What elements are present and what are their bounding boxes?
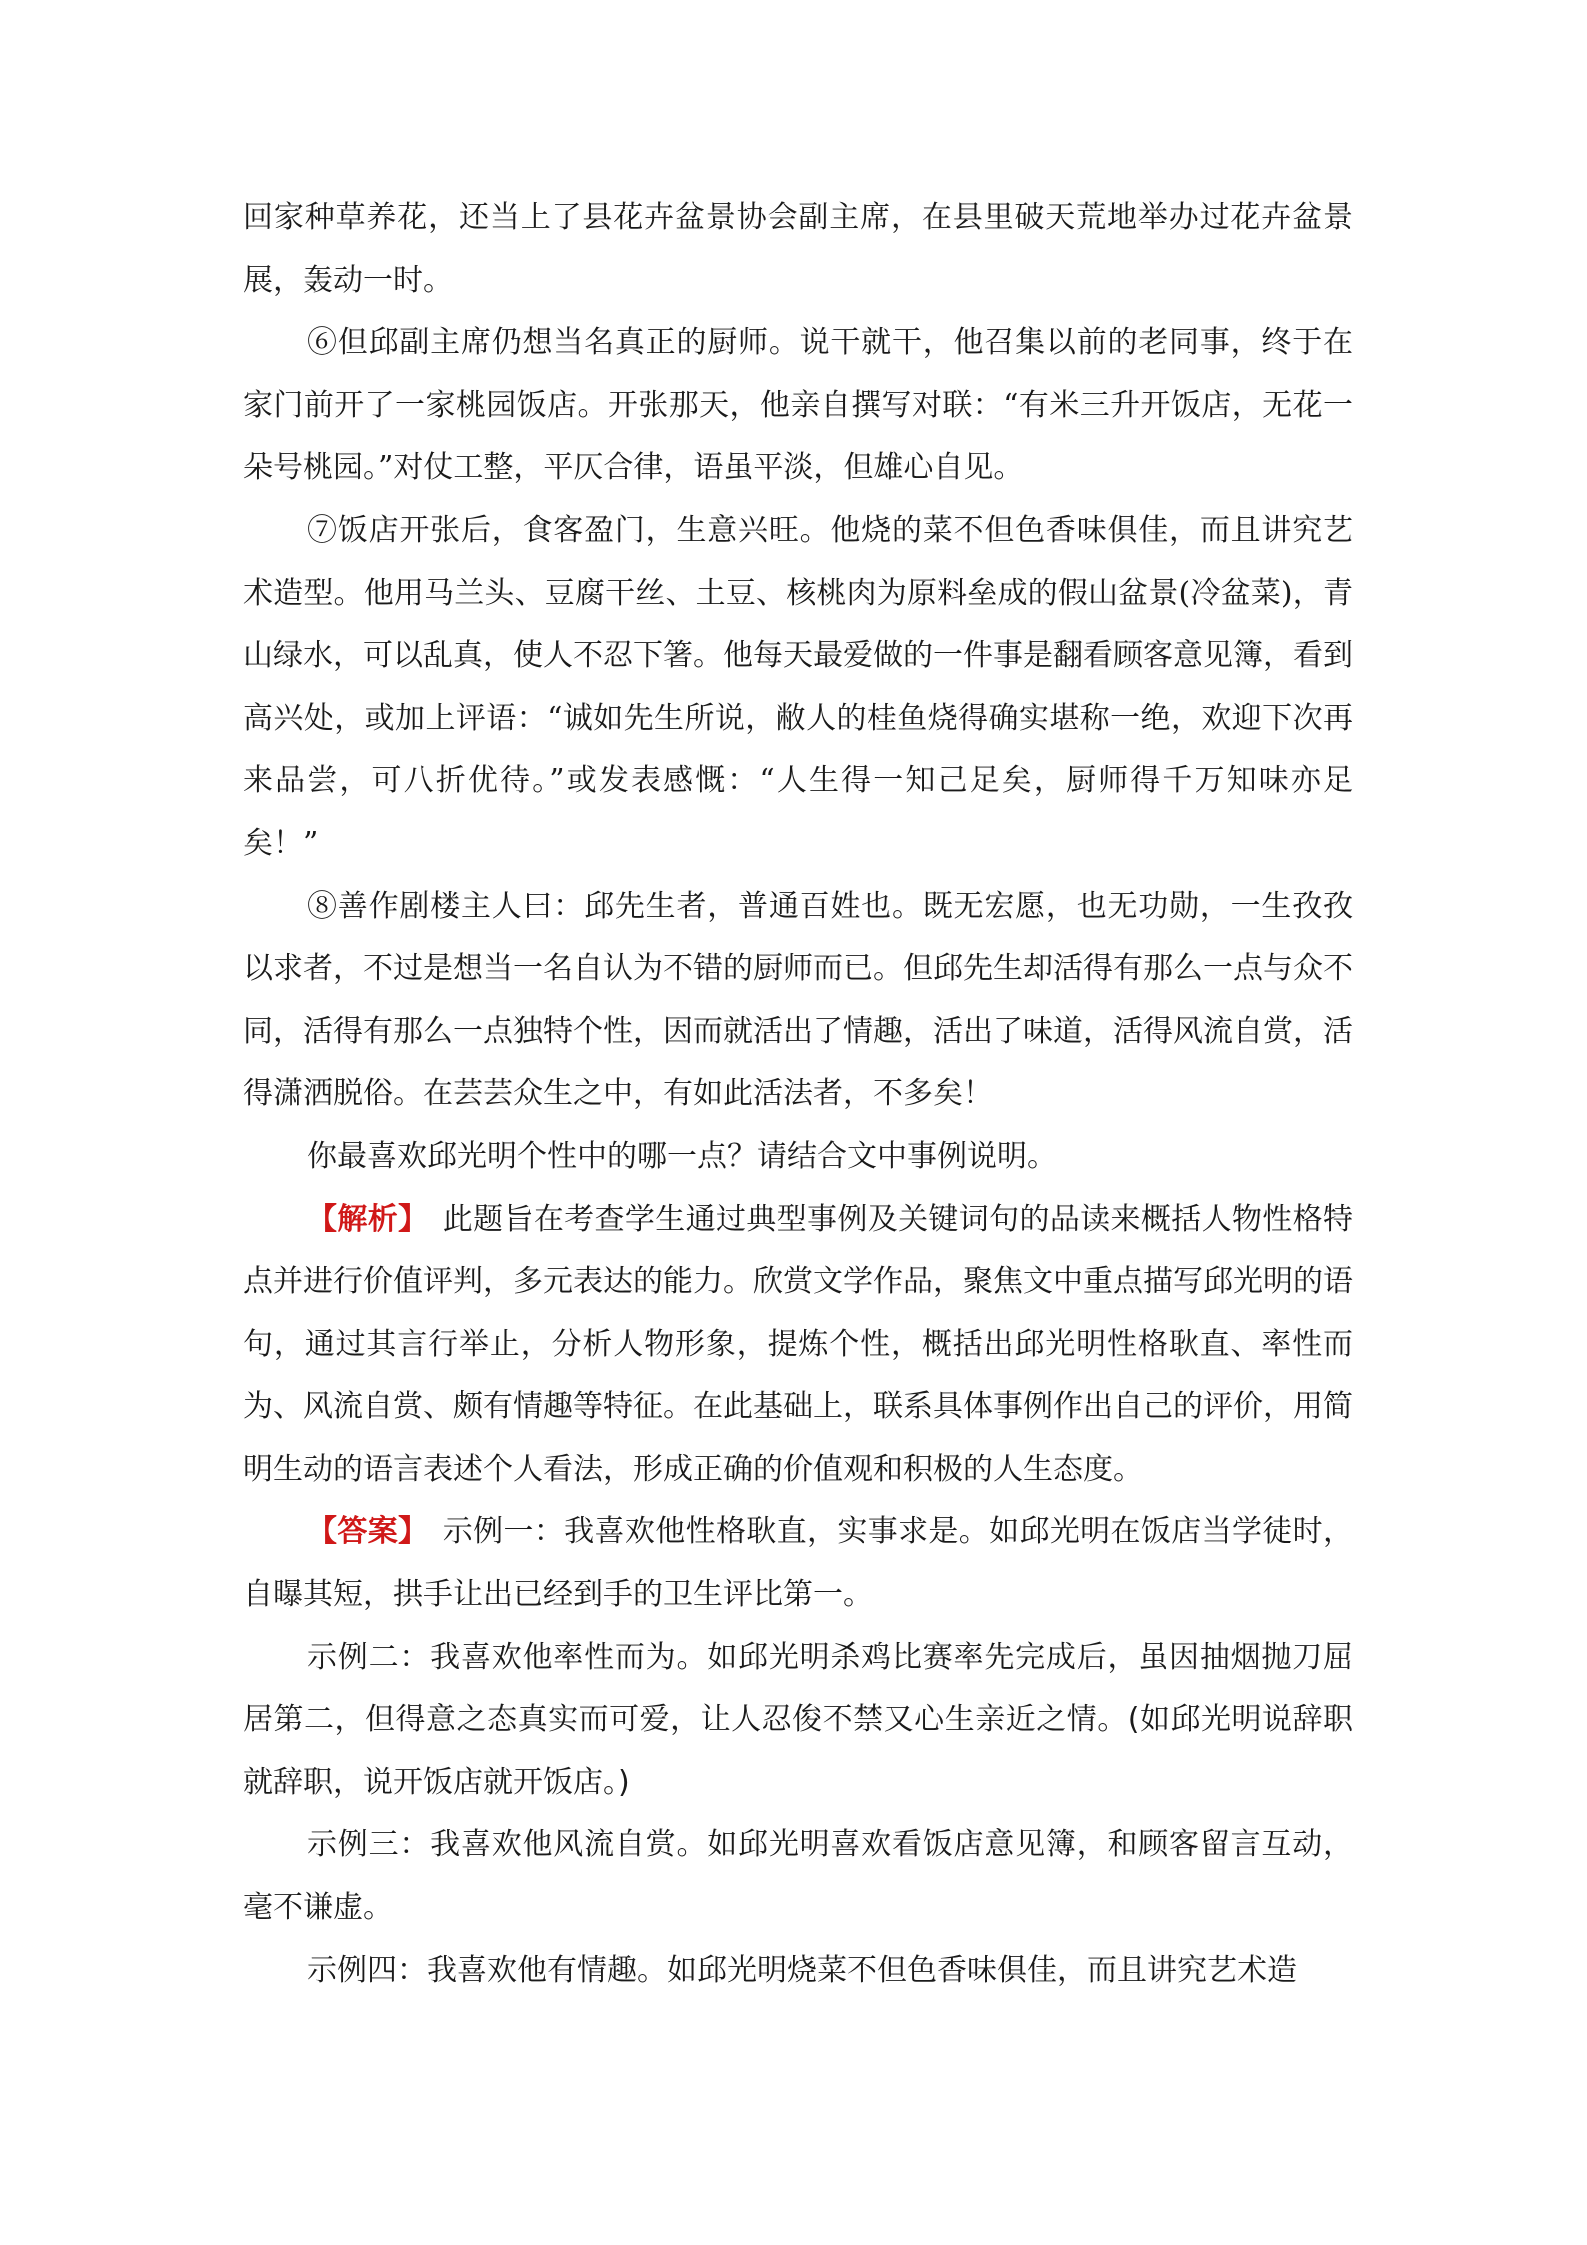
passage-paragraph-6: ⑥但邱副主席仍想当名真正的厨师。说干就干，他召集以前的老同事，终于在家门前开了一家桃园饭店。开张那天，他亲自撰写对联：“有米三升开饭店，无花一朵号桃园。”对仗工整，平仄合律，语虽平淡，但雄心自见。 — [243, 325, 1353, 486]
passage-paragraph-8: ⑧善作剧楼主人曰：邱先生者，普通百姓也。既无宏愿，也无功勋，一生孜孜以求者，不过是想当一名自认为不错的厨师而已。但邱先生却活得有那么一点与众不同，活得有那么一点独特个性，因而就活出了情趣，活出了味道，活得风流自赏，活得潇洒脱俗。在芸芸众生之中，有如此活法者，不多矣！ — [243, 888, 1353, 1112]
answer-example-3: 示例三：我喜欢他风流自赏。如邱光明喜欢看饭店意见簿，和顾客留言互动，毫不谦虚。 — [243, 1827, 1353, 1926]
question-text: 你最喜欢邱光明个性中的哪一点？请结合文中事例说明。 — [307, 1138, 1057, 1174]
passage-paragraph-5-continuation: 回家种草养花，还当上了县花卉盆景协会副主席，在县里破天荒地举办过花卉盆景展，轰动一时。 — [243, 200, 1353, 298]
answer-example-2: 示例二：我喜欢他率性而为。如邱光明杀鸡比赛率先完成后，虽因抽烟抛刀屈居第二，但得意之态真实而可爱，让人忍俊不禁又心生亲近之情。(如邱光明说辞职就辞职，说开饭店就开饭店。) — [243, 1639, 1353, 1800]
analysis-text: 此题旨在考查学生通过典型事例及关键词句的品读来概括人物性格特点并进行价值评判，多元表达的能力。欣赏文学作品，聚焦文中重点描写邱光明的语句，通过其言行举止，分析人物形象，提炼个性，概括出邱光明性格耿直、率性而为、风流自赏、颇有情趣等特征。在此基础上，联系具体事例作出自己的评价，用简明生动的语言表述个人看法，形成正确的价值观和积极的人生态度。 — [243, 1201, 1354, 1487]
answer-tag: 【答案】 — [307, 1514, 429, 1550]
analysis-paragraph — [243, 1189, 1353, 1502]
analysis-tag: 【解析】 — [307, 1201, 429, 1237]
answer-example-1: 示例一：我喜欢他性格耿直，实事求是。如邱光明在饭店当学徒时，自曝其短，拱手让出已经到手的卫生评比第一。 — [243, 1514, 1354, 1613]
answer-paragraph — [243, 1501, 1353, 1626]
answer-example-4: 示例四：我喜欢他有情趣。如邱光明烧菜不但色香味俱佳，而且讲究艺术造 — [307, 1952, 1297, 1988]
passage-paragraph-7: ⑦饭店开张后，食客盈门，生意兴旺。他烧的菜不但色香味俱佳，而且讲究艺术造型。他用马兰头、豆腐干丝、土豆、核桃肉为原料垒成的假山盆景(冷盆菜)，青山绿水，可以乱真，使人不忍下箸。他每天最爱做的一件事是翻看顾客意见簿，看到高兴处，或加上评语：“诚如先生所说，敝人的桂鱼烧得确实堪称一绝，欢迎下次再来品尝，可八折优待。”或发表感慨：“人生得一知己足矣，厨师得千万知味亦足矣！” — [243, 512, 1353, 861]
document-page — [243, 187, 1353, 2002]
